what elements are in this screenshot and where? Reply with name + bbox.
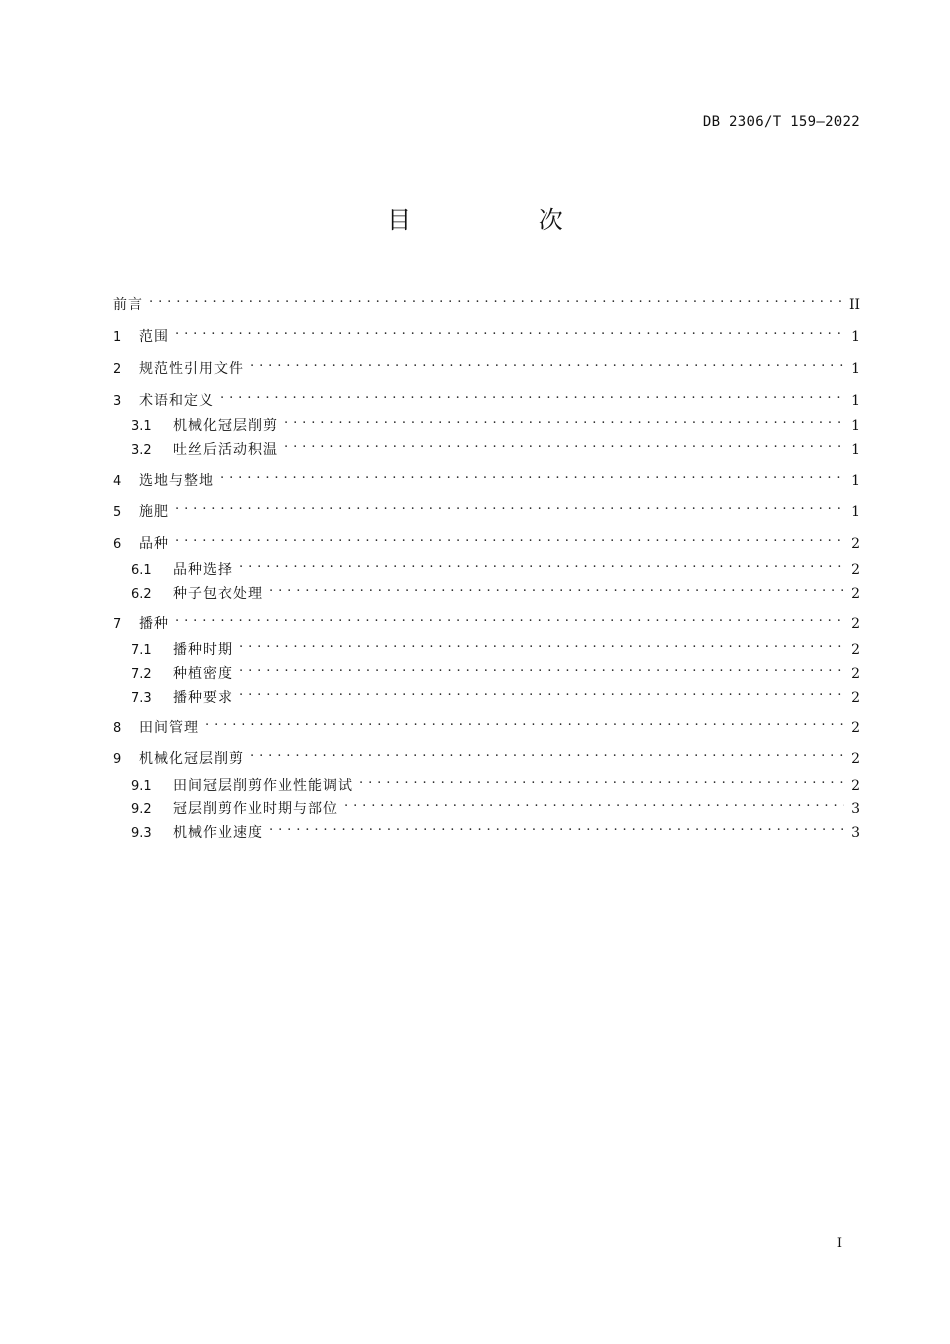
toc-entry-number: 3.2 — [131, 443, 152, 458]
toc-entry-page: 2 — [851, 616, 860, 632]
toc-leader — [175, 608, 844, 628]
toc-leader — [175, 321, 844, 341]
toc-entry-5[interactable] — [113, 496, 860, 520]
toc-entry-page: 1 — [851, 504, 860, 520]
toc-leader — [284, 434, 844, 454]
toc-entry-number: 9.2 — [131, 802, 152, 817]
toc-entry-label: 种植密度 — [173, 666, 233, 682]
toc-entry-number: 1 — [113, 330, 122, 345]
toc-entry-page: 2 — [851, 586, 860, 602]
toc-entry-6-2[interactable] — [131, 578, 860, 602]
toc-entry-number: 6.1 — [131, 563, 152, 578]
toc-title: 目 次 — [387, 206, 623, 234]
toc-entry-7-1[interactable] — [131, 634, 860, 658]
toc-entry-3-2[interactable] — [131, 434, 860, 458]
toc-entry-page: 2 — [851, 536, 860, 552]
toc-entry-page: 1 — [851, 442, 860, 458]
toc-leader — [239, 658, 844, 678]
toc-entry-page: 1 — [851, 393, 860, 409]
toc-entry-label: 播种时期 — [173, 642, 233, 658]
toc-entry-7-2[interactable] — [131, 658, 860, 682]
toc-leader — [149, 289, 843, 309]
toc-entry-page: 3 — [851, 825, 860, 841]
toc-entry-label: 品种 — [139, 536, 169, 552]
toc-leader — [269, 578, 844, 598]
toc-entry-number: 8 — [113, 721, 122, 736]
toc-entry-6-1[interactable] — [131, 554, 860, 578]
toc-leader — [250, 743, 844, 763]
toc-entry-page: 1 — [851, 418, 860, 434]
toc-leader — [175, 496, 844, 516]
toc-entry-label: 品种选择 — [173, 562, 233, 578]
toc-leader — [239, 634, 844, 654]
toc-entry-9-1[interactable] — [131, 770, 860, 794]
toc-entry-label: 田间冠层削剪作业性能调试 — [173, 778, 353, 794]
toc-leader — [239, 554, 844, 574]
toc-leader — [359, 770, 844, 790]
toc-entry-number: 6 — [113, 537, 122, 552]
toc-leader — [205, 712, 844, 732]
toc-entry-page: 1 — [851, 329, 860, 345]
toc-entry-number: 3.1 — [131, 419, 152, 434]
toc-entry-foreword[interactable] — [113, 289, 860, 313]
toc-entry-page: 3 — [851, 801, 860, 817]
toc-entry-page: 2 — [851, 778, 860, 794]
toc-entry-label: 机械作业速度 — [173, 825, 263, 841]
toc-entry-label: 吐丝后活动积温 — [173, 442, 278, 458]
toc-entry-4[interactable] — [113, 465, 860, 489]
toc-entry-label: 播种 — [139, 616, 169, 632]
toc-leader — [269, 817, 844, 837]
toc-entry-page: 2 — [851, 751, 860, 767]
toc-entry-number: 7.3 — [131, 691, 152, 706]
toc-leader — [344, 793, 844, 813]
toc-entry-9-3[interactable] — [131, 817, 860, 841]
toc-entry-1[interactable] — [113, 321, 860, 345]
toc-entry-3[interactable] — [113, 385, 860, 409]
toc-entry-7[interactable] — [113, 608, 860, 632]
toc-entry-7-3[interactable] — [131, 682, 860, 706]
toc-entry-number: 5 — [113, 505, 122, 520]
toc-entry-label: 冠层削剪作业时期与部位 — [173, 801, 338, 817]
toc-leader — [250, 353, 844, 373]
toc-entry-number: 7 — [113, 617, 122, 632]
toc-entry-number: 6.2 — [131, 587, 152, 602]
toc-entry-number: 9 — [113, 752, 122, 767]
toc-entry-label: 规范性引用文件 — [139, 361, 244, 377]
toc-entry-label: 范围 — [139, 329, 169, 345]
toc-entry-number: 2 — [113, 362, 122, 377]
toc-entry-label: 机械化冠层削剪 — [139, 751, 244, 767]
toc-entry-9[interactable] — [113, 743, 860, 767]
toc-entry-number: 3 — [113, 394, 122, 409]
toc-leader — [220, 465, 844, 485]
toc-leader — [239, 682, 844, 702]
toc-entry-label: 施肥 — [139, 504, 169, 520]
toc-entry-page: 1 — [851, 361, 860, 377]
toc-leader — [220, 385, 844, 405]
toc-entry-label: 田间管理 — [139, 720, 199, 736]
toc-entry-label: 播种要求 — [173, 690, 233, 706]
toc-leader — [175, 528, 844, 548]
toc-entry-label: 种子包衣处理 — [173, 586, 263, 602]
toc-entry-label: 术语和定义 — [139, 393, 214, 409]
toc-entry-6[interactable] — [113, 528, 860, 552]
toc-entry-page: 2 — [851, 666, 860, 682]
toc-entry-label: 前言 — [113, 297, 143, 313]
toc-entry-page: II — [848, 297, 860, 313]
toc-entry-number: 7.1 — [131, 643, 152, 658]
toc-entry-page: 2 — [851, 642, 860, 658]
toc-entry-number: 9.3 — [131, 826, 152, 841]
toc-leader — [284, 410, 844, 430]
toc-entry-label: 选地与整地 — [139, 473, 214, 489]
toc-entry-number: 4 — [113, 474, 122, 489]
toc-entry-page: 2 — [851, 562, 860, 578]
toc-entry-page: 2 — [851, 720, 860, 736]
toc-entry-number: 9.1 — [131, 779, 152, 794]
toc-entry-8[interactable] — [113, 712, 860, 736]
toc-entry-page: 1 — [851, 473, 860, 489]
toc-entry-2[interactable] — [113, 353, 860, 377]
toc-entry-3-1[interactable] — [131, 410, 860, 434]
page-number: I — [836, 1236, 842, 1251]
toc-entry-number: 7.2 — [131, 667, 152, 682]
document-code: DB 2306/T 159—2022 — [702, 114, 860, 130]
toc-entry-label: 机械化冠层削剪 — [173, 418, 278, 434]
toc-entry-9-2[interactable] — [131, 793, 860, 817]
toc-entry-page: 2 — [851, 690, 860, 706]
